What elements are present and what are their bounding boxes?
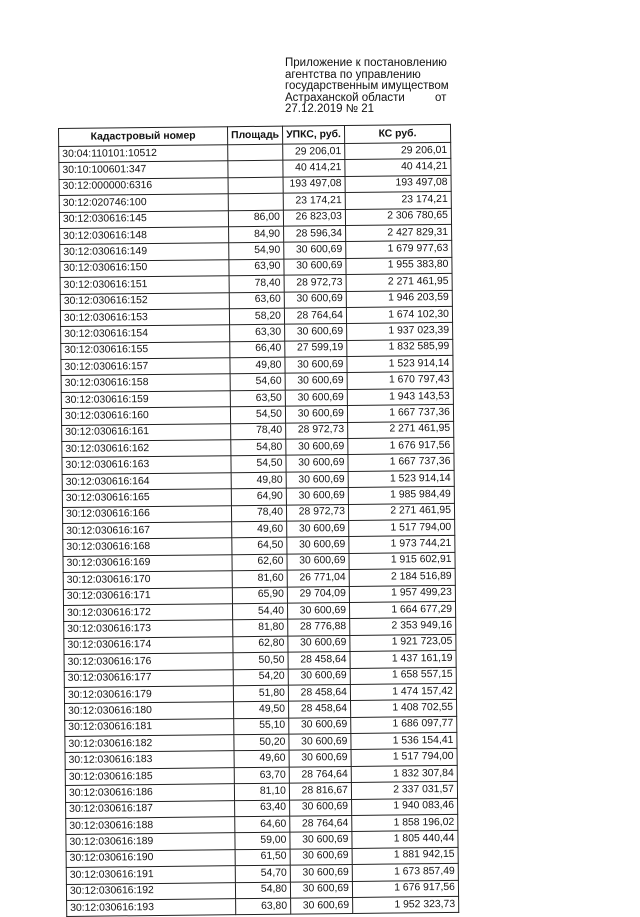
upks-cell: 29 206,01: [283, 143, 345, 160]
ks-cell: 1 679 977,63: [346, 241, 452, 258]
upks-cell: 30 600,69: [290, 848, 352, 865]
col-ks: КС руб.: [344, 124, 450, 143]
upks-cell: 30 600,69: [285, 324, 347, 341]
upks-cell: 30 600,69: [284, 291, 346, 308]
ks-cell: 1 517 794,00: [349, 519, 455, 536]
ks-cell: 1 955 383,80: [346, 257, 452, 274]
col-cadastral-number: Кадастровый номер: [59, 127, 228, 147]
ks-cell: 1 921 723,05: [350, 634, 456, 651]
ks-cell: 1 943 143,53: [347, 388, 453, 405]
ks-cell: 1 670 797,43: [347, 372, 453, 389]
upks-cell: 30 600,69: [284, 242, 346, 259]
ks-cell: 1 957 499,23: [349, 585, 455, 602]
upks-cell: 30 600,69: [287, 602, 349, 619]
ks-cell: 40 414,21: [345, 159, 451, 176]
cadastral-number-cell: 30:12:030616:169: [63, 554, 232, 572]
upks-cell: 30 600,69: [289, 799, 351, 816]
ks-cell: 1 667 737,36: [347, 405, 453, 422]
ks-cell: 1 667 737,36: [348, 454, 454, 471]
upks-cell: 30 600,69: [290, 832, 352, 849]
area-cell: [228, 177, 283, 194]
cadastral-number-cell: 30:12:030616:174: [64, 636, 233, 654]
cadastral-number-cell: 30:12:030616:166: [62, 505, 231, 523]
ks-cell: 1 523 914,14: [347, 355, 453, 372]
ks-cell: 1 858 196,02: [352, 814, 458, 831]
ks-cell: 2 271 461,95: [346, 274, 452, 291]
header-date: 27.12.2019 № 21: [285, 103, 375, 115]
cadastral-number-cell: 30:12:030616:170: [63, 571, 232, 589]
ks-cell: 1 832 585,99: [347, 339, 453, 356]
upks-cell: 30 600,69: [290, 865, 352, 882]
upks-cell: 28 458,64: [288, 684, 350, 701]
ks-cell: 1 676 917,56: [348, 437, 454, 454]
area-cell: 51,80: [233, 685, 288, 702]
upks-cell: 30 600,69: [285, 389, 347, 406]
cadastral-number-cell: 30:12:030616:162: [62, 440, 231, 458]
cadastral-number-cell: 30:12:030616:177: [64, 669, 233, 687]
area-cell: 50,20: [234, 734, 289, 751]
area-cell: 86,00: [228, 210, 283, 227]
area-cell: 59,00: [235, 833, 290, 850]
upks-cell: 40 414,21: [283, 160, 345, 177]
ks-cell: 1 673 857,49: [352, 864, 458, 881]
area-cell: [228, 193, 283, 210]
upks-cell: 193 497,08: [283, 176, 345, 193]
table-body: [59, 142, 459, 916]
upks-cell: 30 600,69: [290, 881, 352, 898]
area-cell: [228, 161, 283, 178]
upks-cell: 30 600,69: [287, 553, 349, 570]
cadastral-number-cell: 30:12:030616:159: [61, 391, 230, 409]
upks-cell: 30 600,69: [289, 750, 351, 767]
ks-cell: 1 985 984,49: [348, 487, 454, 504]
ks-cell: 1 915 602,91: [349, 552, 455, 569]
area-cell: 62,60: [232, 554, 287, 571]
area-cell: 78,40: [229, 275, 284, 292]
upks-cell: 28 776,88: [288, 619, 350, 636]
upks-cell: 30 600,69: [289, 717, 351, 734]
ks-cell: 1 676 917,56: [352, 880, 458, 897]
cadastral-number-cell: 30:12:030616:172: [63, 604, 232, 622]
ks-cell: 1 686 097,77: [351, 716, 457, 733]
ks-cell: 1 658 557,15: [350, 667, 456, 684]
col-area: Площадь: [227, 126, 282, 145]
ks-cell: 1 881 942,15: [352, 847, 458, 864]
upks-cell: 28 458,64: [288, 652, 350, 669]
upks-cell: 23 174,21: [283, 193, 345, 210]
area-cell: 64,90: [231, 488, 286, 505]
cadastral-number-cell: 30:12:000000:6316: [59, 178, 228, 196]
area-cell: 54,90: [229, 242, 284, 259]
upks-cell: 28 458,64: [288, 701, 350, 718]
ks-cell: 1 474 157,42: [350, 683, 456, 700]
cadastral-number-cell: 30:12:030616:168: [63, 538, 232, 556]
cadastral-number-cell: 30:12:030616:161: [62, 423, 231, 441]
area-cell: 66,40: [230, 341, 285, 358]
ks-cell: 1 940 083,46: [351, 798, 457, 815]
area-cell: 54,70: [235, 865, 290, 882]
area-cell: 63,60: [229, 292, 284, 309]
upks-cell: 28 596,34: [283, 225, 345, 242]
ks-cell: 1 523 914,14: [348, 470, 454, 487]
area-cell: 61,50: [235, 849, 290, 866]
cadastral-number-cell: 30:12:030616:188: [66, 817, 235, 835]
ks-cell: 1 937 023,39: [347, 323, 453, 340]
ks-cell: 2 271 461,95: [348, 421, 454, 438]
upks-cell: 30 600,69: [288, 668, 350, 685]
cadastral-table: [58, 124, 459, 917]
upks-cell: 26 823,03: [283, 209, 345, 226]
upks-cell: 30 600,69: [287, 537, 349, 554]
area-cell: 49,80: [231, 472, 286, 489]
ks-cell: 1 408 702,55: [350, 700, 456, 717]
ks-cell: 23 174,21: [345, 192, 451, 209]
area-cell: 54,80: [235, 882, 290, 899]
upks-cell: 30 600,69: [289, 734, 351, 751]
cadastral-number-cell: 30:12:030616:179: [64, 686, 233, 704]
cadastral-number-cell: 30:12:030616:151: [60, 276, 229, 294]
upks-cell: 28 816,67: [289, 783, 351, 800]
upks-cell: 26 771,04: [287, 570, 349, 587]
upks-cell: 30 600,69: [291, 897, 353, 914]
cadastral-number-cell: 30:12:030616:187: [66, 800, 235, 818]
area-cell: 64,50: [232, 538, 287, 555]
ks-cell: 1 973 744,21: [349, 536, 455, 553]
cadastral-number-cell: 30:12:030616:149: [60, 243, 229, 261]
cadastral-number-cell: 30:12:030616:167: [63, 522, 232, 540]
upks-cell: 28 764,64: [290, 815, 352, 832]
upks-cell: 29 704,09: [287, 586, 349, 603]
ks-cell: 1 664 677,29: [349, 601, 455, 618]
cadastral-number-cell: 30:12:030616:153: [60, 309, 229, 327]
cadastral-number-cell: 30:12:030616:192: [66, 882, 235, 900]
header-line-2: агентства по управлению: [285, 68, 421, 81]
table-row: [67, 896, 459, 916]
cadastral-number-cell: 30:12:030616:180: [65, 702, 234, 720]
cadastral-number-cell: 30:12:030616:191: [66, 866, 235, 884]
ks-cell: 1 805 440,44: [352, 831, 458, 848]
area-cell: 81,10: [234, 783, 289, 800]
ks-cell: 1 517 794,00: [351, 749, 457, 766]
cadastral-number-cell: 30:12:020746:100: [59, 194, 228, 212]
ks-cell: 1 952 323,73: [353, 896, 459, 913]
upks-cell: 30 600,69: [286, 455, 348, 472]
area-cell: 54,40: [232, 603, 287, 620]
ks-cell: 2 353 949,16: [350, 618, 456, 635]
ks-cell: 2 337 031,57: [351, 782, 457, 799]
ks-cell: 2 271 461,95: [348, 503, 454, 520]
upks-cell: 30 600,69: [285, 406, 347, 423]
cadastral-number-cell: 30:12:030616:148: [60, 227, 229, 245]
area-cell: 54,50: [230, 406, 285, 423]
upks-cell: 30 600,69: [284, 258, 346, 275]
area-cell: 63,80: [236, 898, 291, 915]
cadastral-number-cell: 30:12:030616:193: [67, 899, 236, 917]
cadastral-number-cell: 30:04:110101:10512: [59, 145, 228, 163]
area-cell: 84,90: [229, 226, 284, 243]
area-cell: 54,50: [231, 456, 286, 473]
upks-cell: 28 972,73: [286, 504, 348, 521]
cadastral-number-cell: 30:12:030616:173: [64, 620, 233, 638]
ks-cell: 29 206,01: [345, 142, 451, 159]
area-cell: 55,10: [234, 718, 289, 735]
area-cell: 58,20: [229, 308, 284, 325]
header-ot: от: [435, 91, 447, 104]
cadastral-number-cell: 30:10:100601:347: [59, 161, 228, 179]
upks-cell: 28 972,73: [286, 422, 348, 439]
appendix-header: [285, 58, 453, 116]
upks-cell: 30 600,69: [286, 439, 348, 456]
cadastral-number-cell: 30:12:030616:189: [66, 833, 235, 851]
area-cell: 63,90: [229, 259, 284, 276]
ks-cell: 193 497,08: [345, 175, 451, 192]
cadastral-number-cell: 30:12:030616:150: [60, 259, 229, 277]
area-cell: 63,30: [230, 324, 285, 341]
cadastral-number-cell: 30:12:030616:183: [65, 751, 234, 769]
ks-cell: 1 536 154,41: [351, 732, 457, 749]
area-cell: 78,40: [231, 423, 286, 440]
area-cell: 49,50: [234, 701, 289, 718]
cadastral-number-cell: 30:12:030616:182: [65, 735, 234, 753]
cadastral-number-cell: 30:12:030616:171: [63, 587, 232, 605]
cadastral-number-cell: 30:12:030616:158: [61, 374, 230, 392]
area-cell: 54,20: [233, 669, 288, 686]
cadastral-number-cell: 30:12:030616:186: [65, 784, 234, 802]
area-cell: 63,70: [234, 767, 289, 784]
cadastral-number-cell: 30:12:030616:145: [59, 210, 228, 228]
upks-cell: 30 600,69: [286, 488, 348, 505]
upks-cell: 28 764,64: [289, 766, 351, 783]
upks-cell: 30 600,69: [285, 357, 347, 374]
upks-cell: 28 972,73: [284, 275, 346, 292]
upks-cell: 27 599,19: [285, 340, 347, 357]
area-cell: 81,60: [232, 570, 287, 587]
cadastral-number-cell: 30:12:030616:165: [62, 489, 231, 507]
area-cell: 65,90: [232, 587, 287, 604]
header-line-3: государственным имуществом: [285, 80, 449, 92]
ks-cell: 2 427 829,31: [345, 224, 451, 241]
upks-cell: 28 764,64: [284, 307, 346, 324]
cadastral-number-cell: 30:12:030616:152: [60, 292, 229, 310]
cadastral-number-cell: 30:12:030616:154: [61, 325, 230, 343]
header-line-1: Приложение к постановлению: [285, 57, 447, 69]
cadastral-number-cell: 30:12:030616:176: [64, 653, 233, 671]
cadastral-number-cell: 30:12:030616:163: [62, 456, 231, 474]
ks-cell: 1 946 203,59: [346, 290, 452, 307]
area-cell: 49,60: [234, 751, 289, 768]
area-cell: 49,80: [230, 357, 285, 374]
area-cell: 54,60: [230, 374, 285, 391]
cadastral-number-cell: 30:12:030616:155: [61, 341, 230, 359]
area-cell: [228, 144, 283, 161]
upks-cell: 30 600,69: [285, 373, 347, 390]
cadastral-number-cell: 30:12:030616:181: [65, 718, 234, 736]
ks-cell: 1 832 307,84: [351, 765, 457, 782]
col-upks: УПКС, руб.: [282, 126, 344, 145]
area-cell: 81,80: [233, 619, 288, 636]
upks-cell: 30 600,69: [288, 635, 350, 652]
cadastral-number-cell: 30:12:030616:164: [62, 473, 231, 491]
area-cell: 50,50: [233, 652, 288, 669]
cadastral-number-cell: 30:12:030616:160: [61, 407, 230, 425]
upks-cell: 30 600,69: [286, 471, 348, 488]
cadastral-number-cell: 30:12:030616:185: [65, 768, 234, 786]
header-region: Астраханской области: [285, 91, 405, 104]
area-cell: 62,80: [233, 636, 288, 653]
area-cell: 63,40: [235, 800, 290, 817]
cadastral-number-cell: 30:12:030616:157: [61, 358, 230, 376]
ks-cell: 2 306 780,65: [345, 208, 451, 225]
area-cell: 54,80: [231, 439, 286, 456]
area-cell: 64,60: [235, 816, 290, 833]
ks-cell: 1 437 161,19: [350, 650, 456, 667]
area-cell: 49,60: [232, 521, 287, 538]
ks-cell: 2 184 516,89: [349, 569, 455, 586]
cadastral-number-cell: 30:12:030616:190: [66, 849, 235, 867]
ks-cell: 1 674 102,30: [346, 306, 452, 323]
area-cell: 63,50: [230, 390, 285, 407]
area-cell: 78,40: [231, 505, 286, 522]
upks-cell: 30 600,69: [287, 520, 349, 537]
